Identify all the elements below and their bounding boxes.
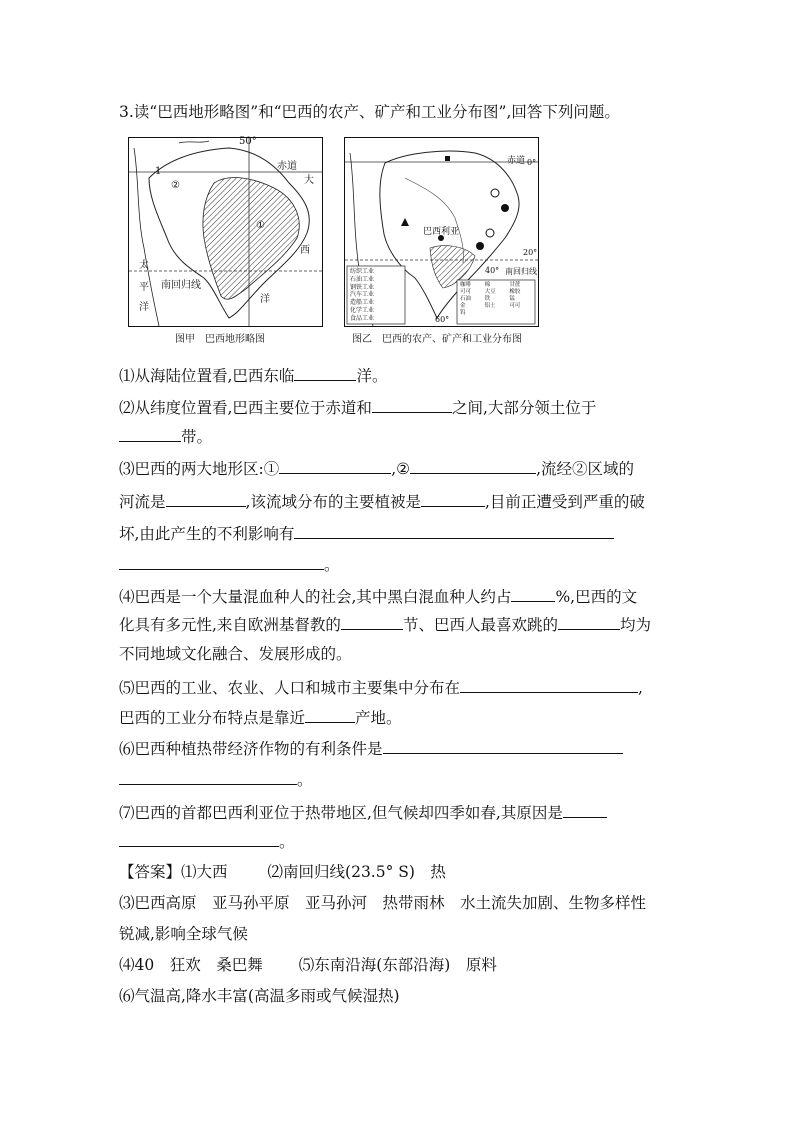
legend-item: 咖啡 (460, 282, 472, 288)
map-b-zero-label: 0° (527, 158, 537, 167)
legend-item: 金 (460, 303, 466, 309)
figure-brazil-terrain-map (128, 137, 323, 327)
question-5-cont (119, 706, 402, 728)
map-a-xi-label: 西 (300, 245, 310, 256)
q2-text: ⑵从纬度位置看,巴西主要位于赤道和 (119, 399, 372, 417)
q2-text-mid: 之间,大部分领土位于 (451, 399, 597, 417)
q4-text-f: 不同地域文化融合、发展形成的。 (119, 645, 352, 663)
legend-item: 汽车工业 (350, 291, 375, 299)
q3-text-b: ,② (391, 460, 411, 478)
legend-item: 化学工业 (350, 306, 375, 314)
legend-item: 可可 (509, 303, 521, 309)
map-a-da-label: 大 (304, 175, 314, 186)
map-a-tropic-label: 南回归线 (161, 280, 201, 291)
map-a-yang-label: 洋 (260, 294, 270, 305)
q5-blank-2[interactable] (305, 706, 355, 723)
q6-blank-1[interactable] (383, 737, 623, 754)
figure-b-caption: 图乙 巴西的农产、矿产和工业分布图 (352, 334, 522, 345)
q4-text-b: %,巴西的文 (555, 588, 638, 606)
q4-blank-3[interactable] (558, 613, 620, 630)
map-a-yang2-label: 洋 (139, 302, 149, 313)
answer-3: ⑶巴西高原 亚马孙平原 亚马孙河 热带雨林 水土流失加剧、生物多样性 (119, 894, 647, 912)
q3-blank-2[interactable] (410, 457, 536, 474)
question-title: 3.读“巴西地形略图”和“巴西的农产、矿产和工业分布图”,回答下列问题。 (119, 103, 620, 121)
q7-text-b: 。 (279, 833, 295, 851)
answer-line-2 (119, 893, 646, 913)
q7-text: ⑺巴西的首都巴西利亚位于热带地区,但气候却四季如春,其原因是 (119, 804, 563, 822)
map-b-capital-label: 巴西利亚 (423, 227, 460, 237)
q3-blank-4[interactable] (421, 490, 485, 507)
legend-item: 食品工业 (350, 314, 375, 322)
q2-text-end: 带。 (181, 428, 213, 446)
figure-a-caption: 图甲 巴西地形略图 (175, 334, 265, 345)
question-7 (119, 801, 607, 823)
legend-item: 橡胶 (509, 289, 521, 295)
legend-item: 钨 (460, 310, 466, 316)
q3-text-c: ,流经②区域的 (536, 460, 634, 478)
q5-text-b: , (638, 679, 643, 697)
map-b-lon40-label: 40° (485, 266, 500, 275)
legend-item: 铝土 (484, 303, 496, 309)
answer-line-4 (119, 955, 497, 975)
map-a-region1-label: ① (256, 220, 265, 231)
question-1 (119, 364, 387, 386)
question-2 (119, 396, 596, 418)
answer-line-5 (119, 986, 400, 1006)
q2-blank-1[interactable] (372, 396, 452, 413)
figure-brazil-distribution-map (344, 137, 539, 327)
q6-blank-2[interactable] (119, 768, 297, 785)
map-b-lat20-label: 20° (523, 248, 538, 257)
map-b-tropic-label: 南回归线 (505, 267, 537, 276)
legend-item: 钢铁工业 (350, 283, 375, 291)
question-6 (119, 737, 623, 759)
question-2-cont (119, 425, 212, 447)
answer-5: ⑸东南沿海(东部沿海) 原料 (298, 956, 497, 974)
question-7-cont (119, 830, 295, 852)
question-4-cont-2 (119, 644, 352, 664)
q3-text: ⑶巴西的两大地形区:① (119, 460, 280, 478)
q3-text-g: 坏,由此产生的不利影响有 (119, 525, 295, 543)
q3-blank-1[interactable] (279, 457, 391, 474)
map-a-region2-label: ② (171, 180, 180, 191)
answer-2: ⑵南回归线(23.5° S) 热 (267, 863, 446, 881)
map-a-one-label: 1 (155, 166, 162, 177)
legend-item: 甘蔗 (509, 282, 521, 288)
question-3-cont-1 (119, 490, 645, 512)
q4-text-c: 化具有多元性,来自欧洲基督教的 (119, 616, 341, 634)
answer-3-cont: 锐减,影响全球气候 (119, 925, 248, 943)
map-b-legend-right (460, 282, 534, 317)
map-b-legend-left (350, 268, 374, 323)
legend-item: 造船工业 (350, 299, 375, 307)
map-a-ping-label: 平 (139, 282, 149, 293)
q5-text-d: 产地。 (355, 709, 402, 727)
question-5 (119, 676, 643, 698)
q7-blank-1[interactable] (563, 801, 607, 818)
map-b-lon60-label: 60° (435, 315, 450, 324)
q4-text: ⑷巴西是一个大量混血种人的社会,其中黑白混血种人约占 (119, 588, 512, 606)
q3-text-f: ,目前正遭受到严重的破 (484, 493, 645, 511)
q6-text: ⑹巴西种植热带经济作物的有利条件是 (119, 740, 383, 758)
q4-blank-1[interactable] (511, 585, 555, 602)
answer-line-1 (119, 862, 446, 882)
q1-blank[interactable] (294, 364, 356, 381)
q3-blank-5[interactable] (294, 522, 614, 539)
map-a-lon50-label: 50° (239, 136, 257, 147)
legend-item: 锰 (509, 296, 515, 302)
answer-4: ⑷40 狂欢 桑巴舞 (119, 956, 263, 974)
q3-text-d: 河流是 (119, 493, 166, 511)
legend-item: 铁 (484, 296, 491, 302)
q3-text-h: 。 (324, 556, 340, 574)
q5-text-c: 巴西的工业分布特点是靠近 (119, 709, 306, 727)
q4-blank-2[interactable] (341, 613, 403, 630)
question-3 (119, 457, 634, 479)
q6-text-b: 。 (297, 771, 313, 789)
legend-item: 大豆 (484, 289, 496, 295)
q1-text-end: 洋。 (356, 367, 388, 385)
q5-blank-1[interactable] (460, 676, 638, 693)
question-3-cont-3 (119, 553, 340, 575)
q5-text: ⑸巴西的工业、农业、人口和城市主要集中分布在 (119, 679, 461, 697)
legend-item: 石油 (460, 296, 472, 302)
q7-blank-2[interactable] (119, 830, 279, 847)
q3-blank-3[interactable] (166, 490, 246, 507)
q2-blank-2[interactable] (119, 425, 181, 442)
question-3-cont-2 (119, 522, 614, 544)
q3-blank-6[interactable] (119, 553, 324, 570)
question-4-cont-1 (119, 613, 651, 635)
legend-item: 棉 (484, 282, 491, 288)
q3-text-e: ,该流域分布的主要植被是 (245, 493, 421, 511)
map-b-equator-label: 赤道 (507, 156, 526, 166)
legend-item: 纺织工业 (350, 268, 375, 275)
map-a-tai-label: 太 (139, 260, 149, 271)
answer-label: 【答案】 (119, 863, 182, 881)
answer-1: ⑴大西 (181, 863, 228, 881)
q1-text: ⑴从海陆位置看,巴西东临 (119, 367, 295, 385)
question-6-cont (119, 768, 313, 790)
legend-item: 可可 (460, 289, 472, 295)
answer-line-3 (119, 924, 248, 944)
map-a-equator-label: 赤道 (277, 161, 297, 172)
legend-item: 石油工业 (350, 275, 375, 283)
q4-text-e: 均为 (619, 616, 651, 634)
answer-6: ⑹气温高,降水丰富(高温多雨或气候湿热) (119, 987, 400, 1005)
q4-text-d: 节、巴西人最喜欢跳的 (402, 616, 558, 634)
question-4 (119, 585, 637, 607)
